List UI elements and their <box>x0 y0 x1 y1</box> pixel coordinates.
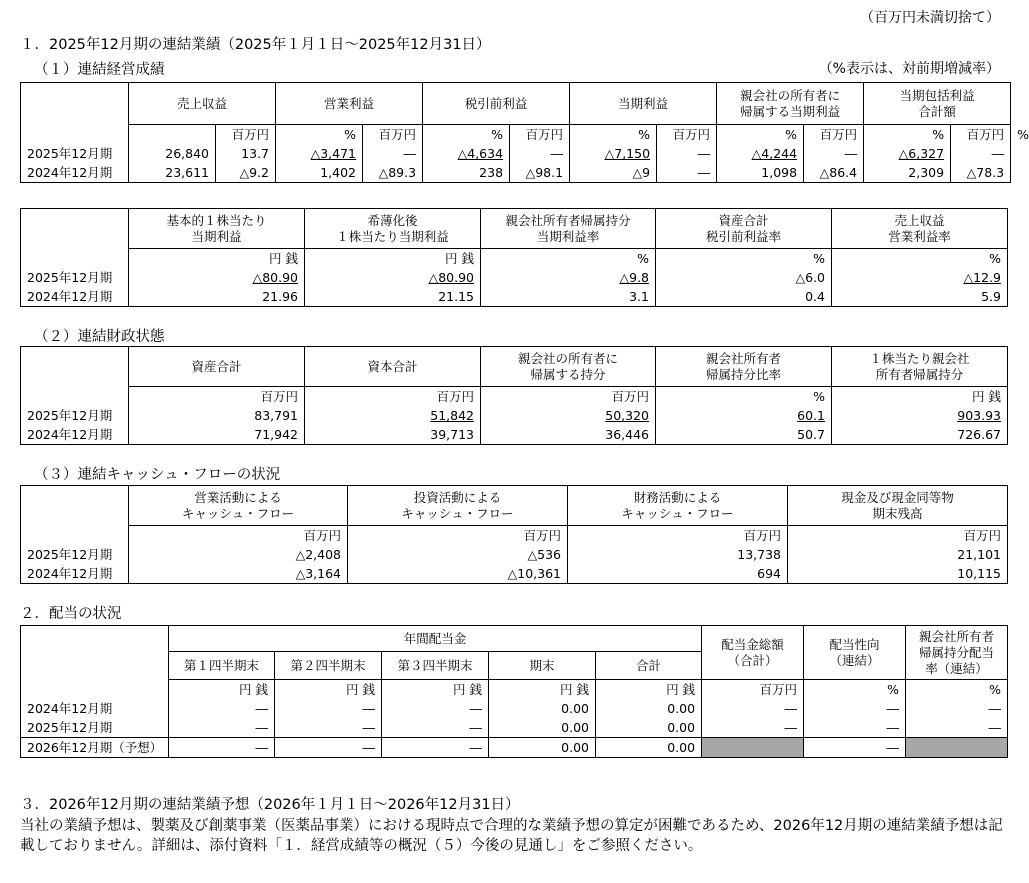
data-cell <box>481 406 656 425</box>
data-value: 50,320 <box>605 408 649 423</box>
data-value: △9.8 <box>619 270 649 285</box>
col-header: 期末 <box>489 652 596 680</box>
data-cell: △6.0 <box>656 268 832 287</box>
data-cell: 23,611 <box>129 163 216 183</box>
data-cell: 39,713 <box>305 425 481 445</box>
data-cell: ― <box>275 738 382 758</box>
data-cell: 2,309 <box>864 163 951 183</box>
data-cell: ― <box>906 699 1008 718</box>
unit-cell: 百万円 <box>804 125 864 145</box>
data-value: △12.9 <box>963 270 1001 285</box>
data-cell: 26,840 <box>129 144 216 163</box>
blank-cell <box>21 526 129 546</box>
data-cell: ― <box>804 738 906 758</box>
unit-cell: 百万円 <box>129 526 348 546</box>
unit-cell: % <box>717 125 804 145</box>
data-cell: ― <box>275 718 382 738</box>
data-cell: ― <box>657 163 717 183</box>
data-cell: 21,101 <box>788 545 1008 564</box>
data-cell: 238 <box>423 163 510 183</box>
group-header-annual-dividends: 年間配当金 <box>169 626 702 652</box>
corner-cell <box>21 486 129 526</box>
row-label: 2024年12月期 <box>21 287 129 307</box>
data-cell: ― <box>363 144 423 163</box>
data-cell: 21.96 <box>129 287 305 307</box>
data-cell <box>276 144 363 163</box>
unit-cell: % <box>804 680 906 700</box>
cash-flows-table <box>20 485 1008 584</box>
forecast-note: 当社の業績予想は、製薬及び創薬事業（医薬品事業）における現時点で合理的な業績予想の算定が困難であるため、2026年12月期の連結業績予想は記載しておりません。詳細は、添付資料「１．経営成績等の概況（５）今後の見通し」をご参照ください。 <box>20 818 1003 854</box>
unit-cell: 円 銭 <box>169 680 275 700</box>
data-cell: 0.00 <box>596 718 702 738</box>
data-cell: 0.00 <box>489 718 596 738</box>
data-cell: 0.00 <box>489 699 596 718</box>
row-label: 2025年12月期 <box>21 144 129 163</box>
unit-cell: % <box>656 387 832 407</box>
data-cell: ― <box>169 718 275 738</box>
data-cell: ― <box>169 699 275 718</box>
data-cell: 36,446 <box>481 425 656 445</box>
corner-cell <box>21 83 129 145</box>
col-header: 親会社の所有者に 帰属する持分 <box>481 347 656 387</box>
data-cell: ― <box>275 699 382 718</box>
col-header: 希薄化後 １株当たり当期利益 <box>305 209 481 249</box>
section1-heading: １．2025年12月期の連結業績（2025年１月１日～2025年12月31日） <box>20 37 491 53</box>
col-header: 資産合計 税引前利益率 <box>656 209 832 249</box>
percent-note: （%表示は、対前期増減率） <box>818 61 1000 77</box>
data-cell: ― <box>169 738 275 758</box>
col-header: 資本合計 <box>305 347 481 387</box>
col-header: 営業利益 <box>276 83 423 125</box>
col-header: 売上収益 <box>129 83 276 125</box>
col-header: 第２四半期末 <box>275 652 382 680</box>
col-header: 親会社の所有者に 帰属する当期利益 <box>717 83 864 125</box>
col-header: 基本的１株当たり 当期利益 <box>129 209 305 249</box>
financial-position-table <box>20 346 1008 445</box>
sub-heading-financial-position: （２）連結財政状態 <box>34 329 165 345</box>
blank-cell <box>21 680 169 700</box>
col-header: 現金及び現金同等物 期末残高 <box>788 486 1008 526</box>
data-cell <box>423 144 510 163</box>
data-cell: ― <box>804 699 906 718</box>
data-cell <box>570 144 657 163</box>
row-label: 2024年12月期 <box>21 699 169 718</box>
unit-cell: 円 銭 <box>129 249 305 269</box>
data-cell <box>717 144 804 163</box>
data-cell: 0.00 <box>596 738 702 758</box>
unit-cell: 百万円 <box>657 125 717 145</box>
data-value: △80.90 <box>252 270 298 285</box>
data-cell <box>481 268 656 287</box>
data-value: △4,634 <box>457 146 504 161</box>
data-cell: 0.00 <box>489 738 596 758</box>
col-header: 当期包括利益 合計額 <box>864 83 1011 125</box>
data-value: 51,842 <box>430 408 474 423</box>
data-cell: ― <box>382 738 489 758</box>
corner-cell <box>21 347 129 387</box>
data-value: △6,327 <box>898 146 945 161</box>
data-cell: 0.4 <box>656 287 832 307</box>
unit-cell: 百万円 <box>951 125 1011 145</box>
unit-cell: % <box>832 249 1008 269</box>
data-cell: 13.7 <box>216 144 276 163</box>
data-cell: △536 <box>348 545 568 564</box>
data-cell: △89.3 <box>363 163 423 183</box>
data-cell: ― <box>804 718 906 738</box>
data-cell <box>832 406 1008 425</box>
unit-cell: 円 銭 <box>382 680 489 700</box>
col-header: 親会社所有者 帰属持分比率 <box>656 347 832 387</box>
unit-cell: 百万円 <box>363 125 423 145</box>
data-value: △80.90 <box>428 270 474 285</box>
unit-cell: 百万円 <box>788 526 1008 546</box>
data-cell: ― <box>951 144 1011 163</box>
col-header: 配当金総額 （合計） <box>702 626 804 680</box>
data-value: 903.93 <box>957 408 1001 423</box>
data-value: △3,471 <box>310 146 357 161</box>
shaded-cell <box>702 738 804 758</box>
col-header: 親会社所有者 帰属持分配当 率（連結） <box>906 626 1008 680</box>
col-header: 第３四半期末 <box>382 652 489 680</box>
blank-cell <box>21 387 129 407</box>
data-cell: 1,402 <box>276 163 363 183</box>
data-cell: 50.7 <box>656 425 832 445</box>
shaded-cell <box>906 738 1008 758</box>
data-cell <box>129 268 305 287</box>
data-cell: ― <box>382 699 489 718</box>
unit-cell: % <box>906 680 1008 700</box>
unit-cell: % <box>864 125 951 145</box>
data-cell: 71,942 <box>129 425 305 445</box>
data-cell: ― <box>510 144 570 163</box>
data-cell: ― <box>382 718 489 738</box>
col-header: 親会社所有者帰属持分 当期利益率 <box>481 209 656 249</box>
data-value: △7,150 <box>604 146 651 161</box>
row-label: 2025年12月期 <box>21 545 129 564</box>
data-cell: △98.1 <box>510 163 570 183</box>
data-cell: △86.4 <box>804 163 864 183</box>
row-label: 2024年12月期 <box>21 163 129 183</box>
data-cell <box>864 144 951 163</box>
col-header: 売上収益 営業利益率 <box>832 209 1008 249</box>
unit-cell: 円 銭 <box>832 387 1008 407</box>
data-cell: ― <box>804 144 864 163</box>
unit-cell: 百万円 <box>702 680 804 700</box>
col-header: 第１四半期末 <box>169 652 275 680</box>
unit-cell: % <box>423 125 510 145</box>
unit-cell: % <box>481 249 656 269</box>
row-label: 2025年12月期 <box>21 406 129 425</box>
row-label: 2026年12月期（予想） <box>21 738 169 758</box>
data-cell: 83,791 <box>129 406 305 425</box>
data-cell: ― <box>657 144 717 163</box>
blank-cell <box>21 249 129 269</box>
unit-cell: 円 銭 <box>275 680 382 700</box>
section2-heading: ２．配当の状況 <box>20 606 122 622</box>
data-cell <box>832 268 1008 287</box>
col-header: 投資活動による キャッシュ・フロー <box>348 486 568 526</box>
unit-cell: 百万円 <box>510 125 570 145</box>
data-cell: △2,408 <box>129 545 348 564</box>
data-cell: △78.3 <box>951 163 1011 183</box>
row-label: 2024年12月期 <box>21 425 129 445</box>
data-cell: ― <box>906 718 1008 738</box>
row-label: 2025年12月期 <box>21 718 169 738</box>
blank-cell <box>129 125 216 145</box>
unit-cell: 百万円 <box>129 387 305 407</box>
data-cell: 1,098 <box>717 163 804 183</box>
unit-cell: 円 銭 <box>489 680 596 700</box>
data-cell: 694 <box>568 564 788 584</box>
data-cell: 5.9 <box>832 287 1008 307</box>
data-cell: △3,164 <box>129 564 348 584</box>
data-cell: ― <box>702 699 804 718</box>
data-cell <box>656 406 832 425</box>
operating-results-table: 売上収益 営業利益 税引前利益 当期利益 親会社の所有者に 帰属する当期利益 当期包括利益 合計額 百万円 % 百万円 % 百万円 % 百万円 % 百万円 % 百万円 % 2025年12月期 26,840 13.7 △3,471 ― △4,634 ― △7,150 ― △4,244 ― △6,327 ― 2024年12月期 23,611 △9.2 1,402 △89.3 238 △98.1 △9 ― 1,098 △86.4 2,309 △78.3 <box>20 82 1011 183</box>
unit-cell: % <box>276 125 363 145</box>
unit-cell: % <box>570 125 657 145</box>
unit-cell: 百万円 <box>216 125 276 145</box>
col-header: 税引前利益 <box>423 83 570 125</box>
data-cell: 13,738 <box>568 545 788 564</box>
col-header: 営業活動による キャッシュ・フロー <box>129 486 348 526</box>
row-label: 2025年12月期 <box>21 268 129 287</box>
corner-cell <box>21 209 129 249</box>
data-cell <box>305 406 481 425</box>
unit-cell: 百万円 <box>568 526 788 546</box>
data-cell: 21.15 <box>305 287 481 307</box>
col-header: １株当たり親会社 所有者帰属持分 <box>832 347 1008 387</box>
unit-cell: 百万円 <box>305 387 481 407</box>
data-cell <box>305 268 481 287</box>
data-value: △4,244 <box>751 146 798 161</box>
data-cell: 726.67 <box>832 425 1008 445</box>
dividends-table <box>20 625 1008 758</box>
corner-cell <box>21 626 169 680</box>
col-header: 資産合計 <box>129 347 305 387</box>
unit-cell: 百万円 <box>481 387 656 407</box>
data-value: 60.1 <box>797 408 825 423</box>
data-cell: △10,361 <box>348 564 568 584</box>
data-cell: 10,115 <box>788 564 1008 584</box>
unit-cell: % <box>656 249 832 269</box>
col-header: 当期利益 <box>570 83 717 125</box>
unit-note: （百万円未満切捨て） <box>860 10 1000 26</box>
data-cell: ― <box>702 718 804 738</box>
sub-heading-operating-results: （１）連結経営成績 <box>34 62 165 78</box>
col-header: 配当性向 （連結） <box>804 626 906 680</box>
col-header: 財務活動による キャッシュ・フロー <box>568 486 788 526</box>
sub-heading-cash-flows: （３）連結キャッシュ・フローの状況 <box>34 467 281 483</box>
row-label: 2024年12月期 <box>21 564 129 584</box>
data-cell: △9 <box>570 163 657 183</box>
col-header: 合計 <box>596 652 702 680</box>
data-cell: 0.00 <box>596 699 702 718</box>
unit-cell: 円 銭 <box>305 249 481 269</box>
section3-heading: ３．2026年12月期の連結業績予想（2026年１月１日～2026年12月31日） <box>20 797 520 813</box>
unit-cell: 百万円 <box>348 526 568 546</box>
data-cell: △9.2 <box>216 163 276 183</box>
per-share-ratios-table <box>20 208 1008 307</box>
unit-cell: 円 銭 <box>596 680 702 700</box>
data-cell: 3.1 <box>481 287 656 307</box>
